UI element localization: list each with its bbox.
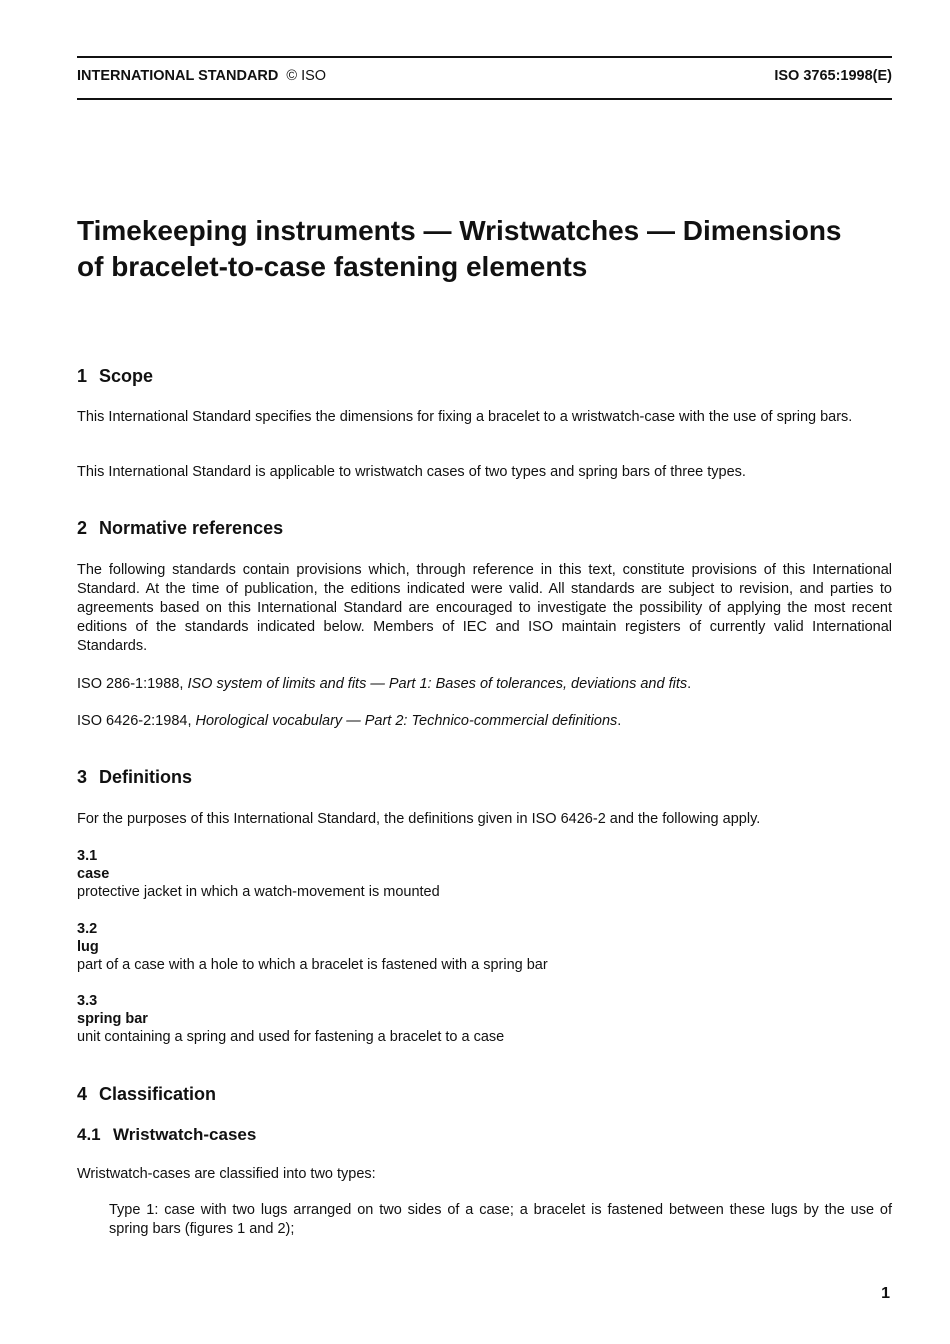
subsection-heading: 4.1 Wristwatch-cases xyxy=(77,1125,257,1144)
type-1-description: Type 1: case with two lugs arranged on two sides of a case; a bracelet is fastened between these lugs by the use of spring bars (figures 1 and 2); xyxy=(109,1202,892,1237)
subsection-wristwatch-cases xyxy=(77,1125,892,1145)
normative-paragraph: The following standards contain provisions which, through reference in this text, constitute provisions of this International Standard. At the time of publication, the editions indicated were valid. All standards are subject to revision, and parties to agreements based on this International Standard are encouraged to investigate the possibility of applying the most recent editions of the standards indicated below. Members of IEC and ISO maintain registers of currently valid International Standards. xyxy=(77,562,892,654)
header-standard-label: INTERNATIONAL STANDARD xyxy=(77,68,279,84)
reference-iso-286: ISO 286-1:1988, ISO system of limits and fits — Part 1: Bases of tolerances, deviations and fits. xyxy=(77,676,692,692)
scope-paragraph-2: This International Standard is applicable to wristwatch cases of two types and spring bars of three types. xyxy=(77,464,746,480)
section-classification xyxy=(77,1084,892,1105)
reference-iso-6426: ISO 6426-2:1984, Horological vocabulary — Part 2: Technico-commercial definitions. xyxy=(77,713,622,729)
term-definition: protective jacket in which a watch-movement is mounted xyxy=(77,884,440,900)
section-heading: 4 Classification xyxy=(77,1084,217,1104)
definitions-intro: For the purposes of this International Standard, the definitions given in ISO 6426-2 and the following apply. xyxy=(77,811,761,827)
term-name: spring bar xyxy=(77,1011,148,1027)
title-line-2: of bracelet-to-case fastening elements xyxy=(77,251,588,282)
term-definition: part of a case with a hole to which a bracelet is fastened with a spring bar xyxy=(77,957,548,973)
term-number: 3.3 xyxy=(77,993,98,1009)
header-left xyxy=(77,68,326,84)
header-top-rule xyxy=(77,56,892,58)
section-normative-references xyxy=(77,518,892,539)
term-number: 3.2 xyxy=(77,921,98,937)
definition-term xyxy=(77,847,892,902)
title-line-1: Timekeeping instruments — Wristwatches — Dimensions xyxy=(77,215,842,246)
term-name: lug xyxy=(77,939,99,955)
section-definitions xyxy=(77,767,892,788)
scope-paragraph-1: This International Standard specifies the dimensions for fixing a bracelet to a wristwatch-case with the use of spring bars. xyxy=(77,409,853,425)
section-scope xyxy=(77,366,892,387)
section-heading: 1 Scope xyxy=(77,366,154,386)
definition-term xyxy=(77,920,892,975)
section-heading: 3 Definitions xyxy=(77,767,192,787)
header-bottom-rule xyxy=(77,98,892,100)
header-document-id: ISO 3765:1998(E) xyxy=(774,68,892,84)
document-page xyxy=(77,0,892,1344)
section-heading: 2 Normative references xyxy=(77,518,284,538)
header-copyright: © ISO xyxy=(286,68,327,84)
document-title xyxy=(77,213,892,285)
term-number: 3.1 xyxy=(77,848,98,864)
definition-term xyxy=(77,992,892,1047)
page-number: 1 xyxy=(881,1285,890,1302)
running-header xyxy=(77,68,892,90)
classification-intro: Wristwatch-cases are classified into two types: xyxy=(77,1166,376,1182)
term-definition: unit containing a spring and used for fastening a bracelet to a case xyxy=(77,1029,505,1045)
term-name: case xyxy=(77,866,110,882)
